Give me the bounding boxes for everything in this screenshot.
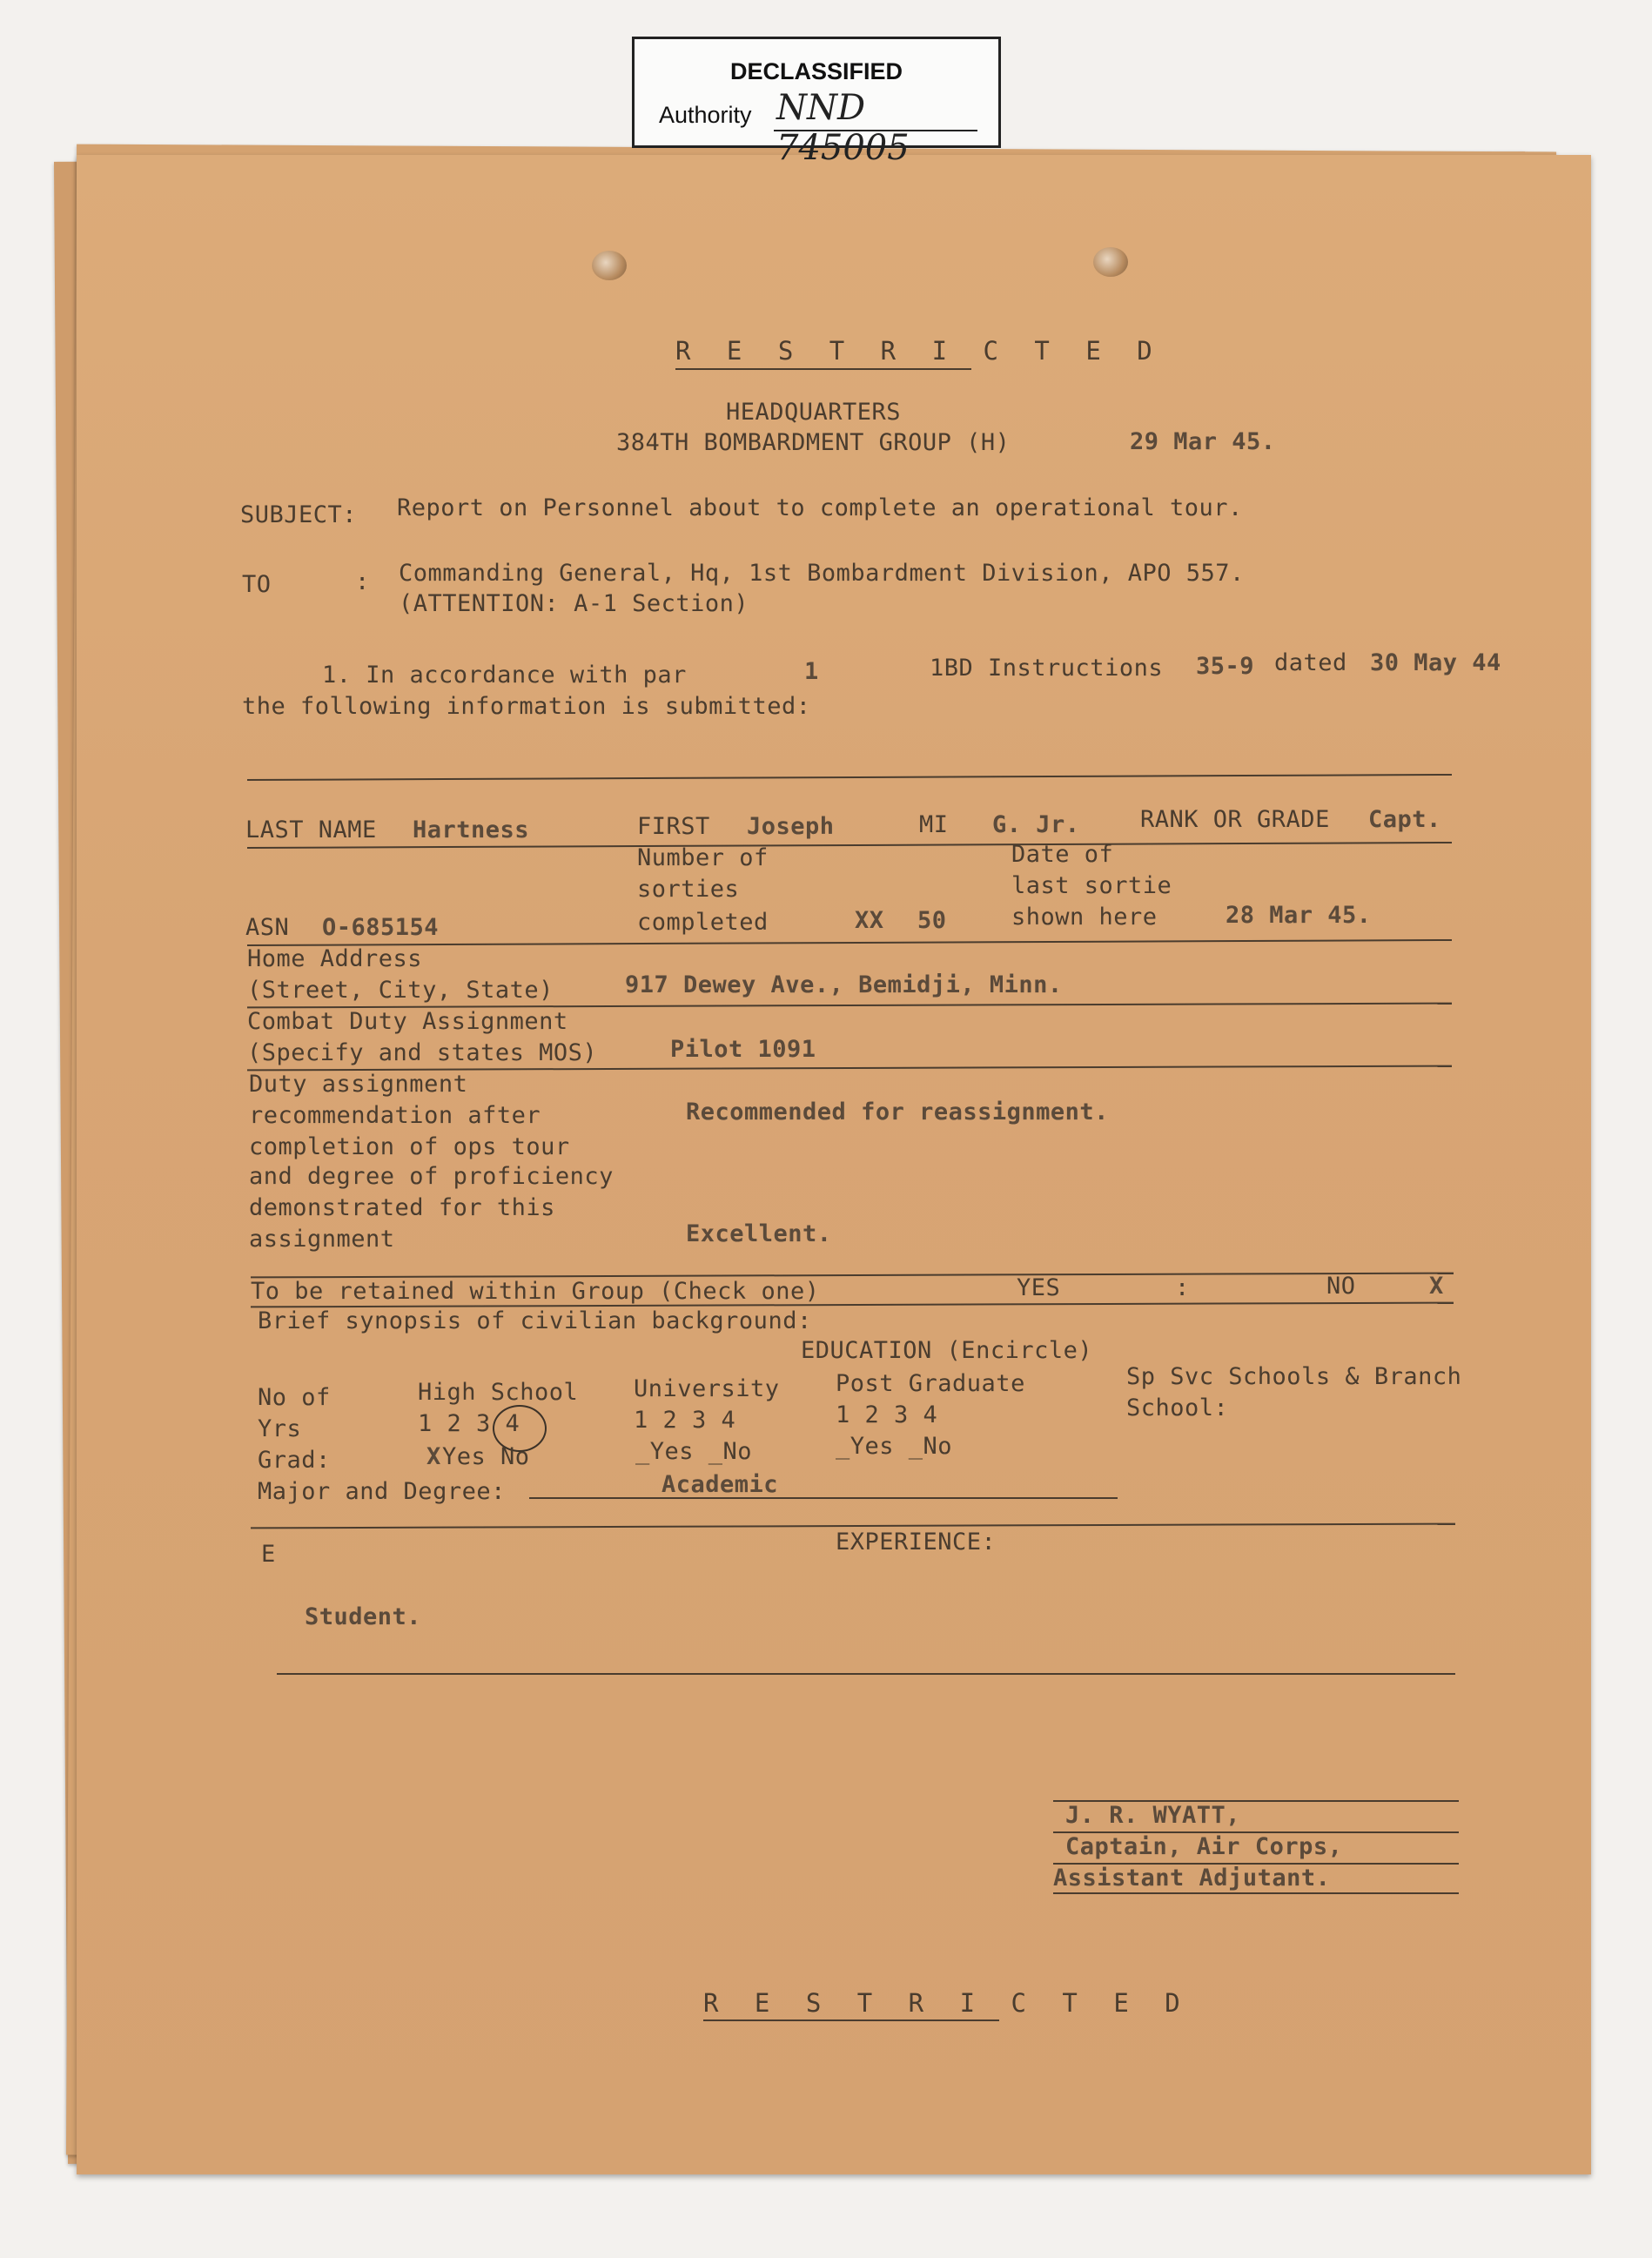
- uni-grad: _Yes _No: [635, 1438, 753, 1465]
- signature-role: Assistant Adjutant.: [1053, 1865, 1331, 1892]
- hs-label: High School: [418, 1379, 579, 1406]
- proficiency-value: Excellent.: [686, 1220, 832, 1247]
- sorties-label-3: completed: [637, 909, 769, 936]
- duty-label-1: Duty assignment: [249, 1071, 468, 1098]
- duty-label-6: assignment: [249, 1226, 395, 1253]
- home-label-1: Home Address: [247, 945, 423, 972]
- rule-major: [529, 1497, 1118, 1499]
- hs-grad: Yes No: [442, 1443, 530, 1470]
- last-sortie-value: 28 Mar 45.: [1226, 902, 1372, 929]
- duty-label-3: completion of ops tour: [249, 1133, 570, 1160]
- major-value: Academic: [661, 1471, 779, 1498]
- dated-label: dated: [1274, 649, 1347, 676]
- duty-recommendation: Recommended for reassignment.: [686, 1099, 1109, 1126]
- instruction-number: 35-9: [1196, 653, 1255, 680]
- edu-grad: Grad:: [258, 1447, 331, 1474]
- last-name-value: Hartness: [413, 817, 530, 843]
- punch-hole-right: [1093, 247, 1128, 277]
- last-name-label: LAST NAME: [245, 817, 377, 843]
- edu-major: Major and Degree:: [258, 1478, 506, 1505]
- home-value: 917 Dewey Ave., Bemidji, Minn.: [625, 971, 1063, 998]
- subject-text: Report on Personnel about to complete an operational tour.: [397, 494, 1243, 521]
- experience-title: EXPERIENCE:: [836, 1529, 997, 1556]
- retain-label: To be retained within Group (Check one): [251, 1278, 820, 1305]
- asn-label: ASN: [245, 914, 290, 941]
- mi-label: MI: [919, 811, 949, 838]
- classification-bottom-underline: [703, 2019, 999, 2021]
- classification-top: R E S T R I C T E D: [675, 336, 1163, 366]
- combat-value: Pilot 1091: [670, 1036, 816, 1063]
- to-line-1: Commanding General, Hq, 1st Bombardment Division, APO 557.: [399, 560, 1245, 587]
- combat-label-2: (Specify and states MOS): [247, 1039, 598, 1066]
- uni-years: 1 2 3 4: [634, 1407, 736, 1434]
- education-title: EDUCATION (Encircle): [801, 1337, 1093, 1364]
- intro-line-1b: 1BD Instructions: [930, 655, 1164, 682]
- dated-value: 30 May 44: [1370, 649, 1501, 676]
- intro-par: 1: [804, 658, 819, 685]
- declassified-stamp: [632, 37, 1001, 168]
- document-date: 29 Mar 45.: [1130, 428, 1276, 455]
- stamp-authority-value: NND 745005: [776, 88, 910, 168]
- to-line-2: (ATTENTION: A-1 Section): [399, 590, 749, 617]
- sorties-value: 50: [917, 907, 947, 934]
- last-sortie-label-2: last sortie: [1011, 872, 1172, 899]
- pg-years: 1 2 3 4: [836, 1401, 938, 1428]
- sorties-struck-out: XX: [855, 907, 884, 934]
- org-line-1: HEADQUARTERS: [726, 399, 902, 426]
- punch-hole-left: [592, 251, 627, 280]
- retain-yes-label: YES: [1017, 1274, 1061, 1301]
- rank-label: RANK OR GRADE: [1140, 806, 1330, 833]
- sorties-label-1: Number of: [637, 844, 769, 871]
- sp-label-1: Sp Svc Schools & Branch: [1126, 1363, 1462, 1390]
- combat-label-1: Combat Duty Assignment: [247, 1008, 568, 1035]
- classification-top-underline: [675, 368, 971, 370]
- form-top-rule: [247, 774, 1452, 781]
- to-label: TO: [242, 571, 272, 598]
- duty-label-4: and degree of proficiency: [249, 1163, 614, 1190]
- subject-label: SUBJECT:: [240, 501, 358, 528]
- rule-experience: [277, 1673, 1455, 1675]
- pg-grad: _Yes _No: [836, 1433, 953, 1460]
- experience-left-label: E: [261, 1541, 276, 1568]
- org-line-2: 384TH BOMBARDMENT GROUP (H): [616, 429, 1011, 456]
- pg-label: Post Graduate: [836, 1370, 1025, 1397]
- last-sortie-label-3: shown here: [1011, 904, 1158, 931]
- stamp-title: DECLASSIFIED: [729, 58, 903, 84]
- hs-years: 1 2 3 4: [418, 1410, 520, 1437]
- uni-label: University: [634, 1375, 780, 1402]
- sig-rule-4: [1053, 1892, 1459, 1894]
- rank-value: Capt.: [1368, 806, 1441, 833]
- sorties-label-2: sorties: [637, 876, 740, 903]
- stamp-underline: [774, 130, 977, 131]
- duty-label-2: recommendation after: [249, 1102, 541, 1129]
- asn-value: O-685154: [322, 914, 440, 941]
- signature-name: J. R. WYATT,: [1065, 1802, 1241, 1829]
- experience-value: Student.: [305, 1603, 422, 1630]
- sp-label-2: School:: [1126, 1394, 1229, 1421]
- stamp-authority-label: Authority: [659, 102, 752, 128]
- last-sortie-label-1: Date of: [1011, 841, 1114, 868]
- duty-label-5: demonstrated for this: [249, 1194, 555, 1221]
- intro-line-1a: 1. In accordance with par: [322, 662, 687, 689]
- hs-grad-mark: X: [426, 1443, 441, 1470]
- home-label-2: (Street, City, State): [247, 977, 554, 1004]
- mi-value: G. Jr.: [992, 811, 1080, 838]
- classification-bottom: R E S T R I C T E D: [703, 1988, 1191, 2018]
- edu-yrs: Yrs: [258, 1415, 302, 1442]
- intro-line-2: the following information is submitted:: [242, 693, 811, 720]
- signature-title: Captain, Air Corps,: [1065, 1833, 1343, 1860]
- first-name-label: FIRST: [637, 813, 710, 840]
- retain-separator: :: [1175, 1274, 1190, 1301]
- retain-no-mark: X: [1429, 1273, 1444, 1300]
- synopsis-label: Brief synopsis of civilian background:: [258, 1307, 812, 1334]
- retain-no-label: NO: [1326, 1273, 1356, 1300]
- document-page: [77, 155, 1591, 2174]
- edu-no-of: No of: [258, 1384, 331, 1411]
- to-colon: :: [355, 568, 370, 595]
- first-name-value: Joseph: [747, 813, 835, 840]
